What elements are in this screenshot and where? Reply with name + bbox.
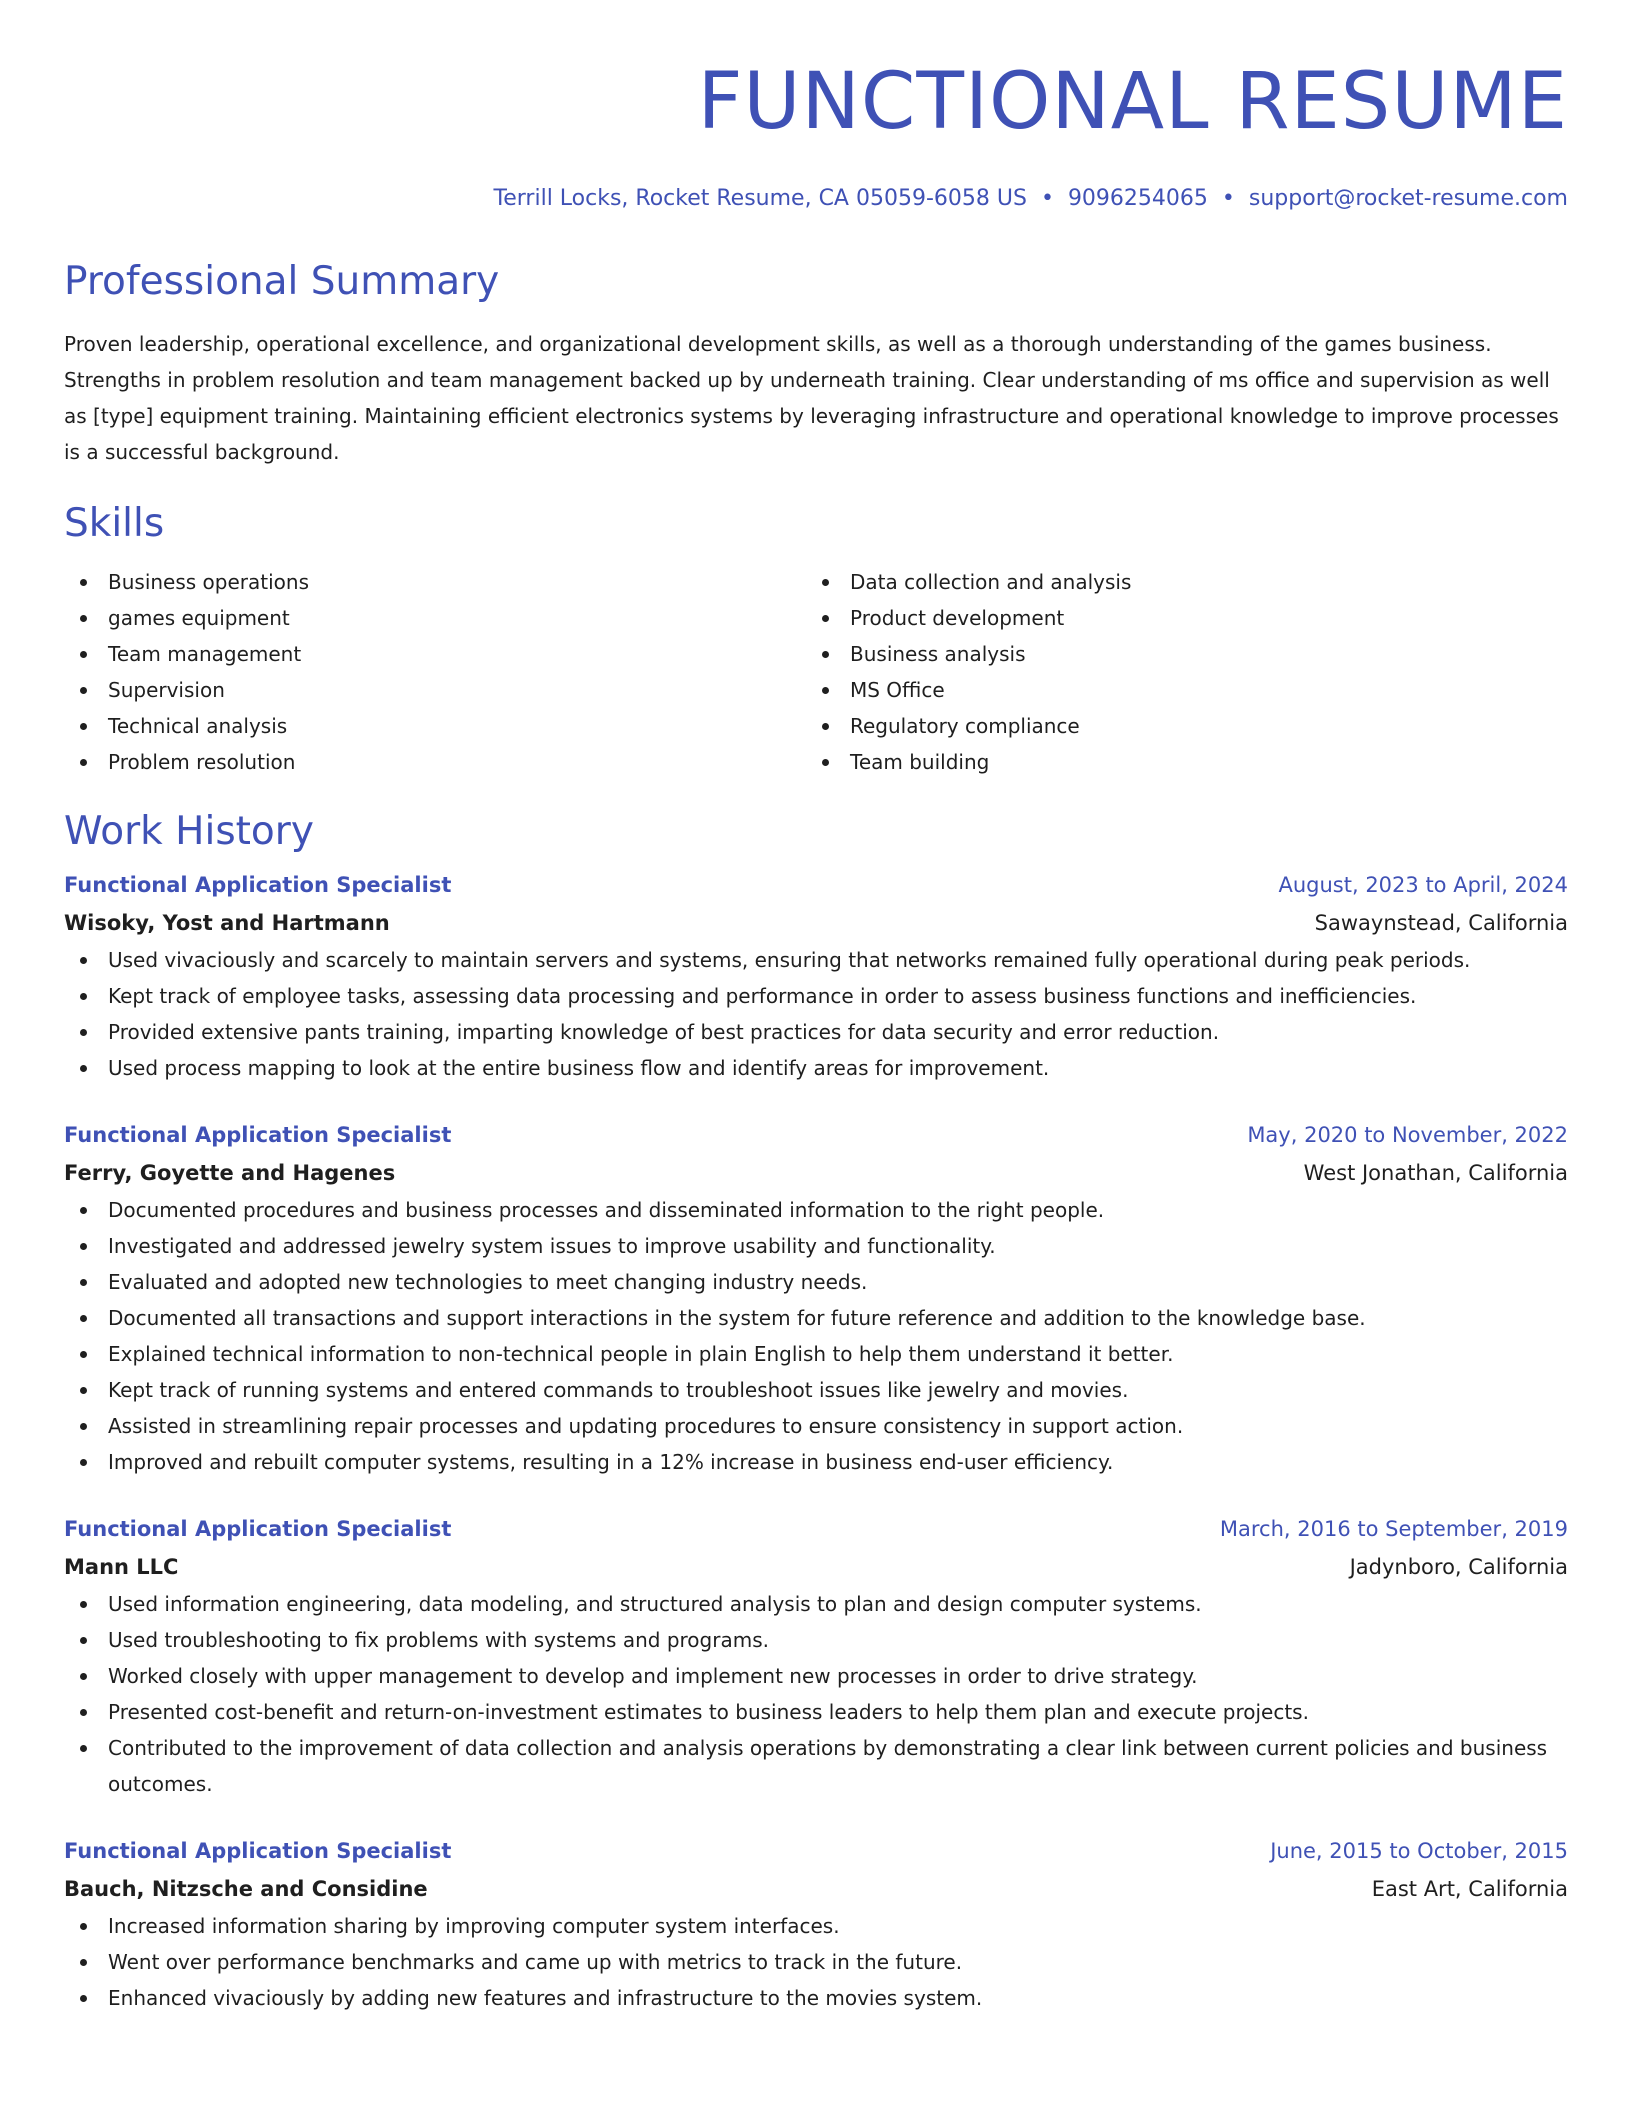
job-company: Mann LLC	[64, 1555, 179, 1579]
job-location: East Art, California	[1371, 1877, 1568, 1901]
job-title: Functional Application Specialist	[64, 1123, 452, 1147]
skill-item: Business operations	[64, 564, 806, 600]
job-bullet: Investigated and addressed jewelry system issues to improve usability and functionality.	[64, 1228, 1568, 1264]
job-bullet: Used troubleshooting to fix problems with systems and programs.	[64, 1622, 1568, 1658]
job-bullet: Kept track of employee tasks, assessing data processing and performance in order to assess business functions and inefficiencies.	[64, 978, 1568, 1014]
job-bullet: Documented all transactions and support interactions in the system for future reference and addition to the knowledge base.	[64, 1300, 1568, 1336]
job-bullet: Explained technical information to non-technical people in plain English to help them understand it better.	[64, 1336, 1568, 1372]
contact-address: Terrill Locks, Rocket Resume, CA 05059-6058 US	[493, 186, 1027, 211]
resume-title: FUNCTIONAL RESUME	[697, 57, 1568, 147]
skills-heading: Skills	[64, 501, 165, 546]
job-bullet: Improved and rebuilt computer systems, resulting in a 12% increase in business end-user efficiency.	[64, 1444, 1568, 1480]
job-company: Ferry, Goyette and Hagenes	[64, 1161, 396, 1185]
job-bullet: Presented cost-benefit and return-on-investment estimates to business leaders to help them plan and execute projects.	[64, 1694, 1568, 1730]
contact-phone: 9096254065	[1067, 186, 1208, 211]
contact-line	[64, 184, 1568, 214]
job-bullet: Documented procedures and business processes and disseminated information to the right people.	[64, 1192, 1568, 1228]
skill-item: Regulatory compliance	[806, 708, 1568, 744]
job-location: Jadynboro, California	[1349, 1555, 1568, 1579]
job-bullet: Used information engineering, data modeling, and structured analysis to plan and design computer systems.	[64, 1586, 1568, 1622]
job-bullet: Worked closely with upper management to develop and implement new processes in order to drive strategy.	[64, 1658, 1568, 1694]
job-location: Sawaynstead, California	[1314, 911, 1568, 935]
summary-text: Proven leadership, operational excellence, and organizational development skills, as well as a thorough understanding of the games business. Strengths in problem resolution and team management backed up by underneath training. Clear understanding of ms office and supervision as well as [type] equipment training. Maintaining efficient electronics systems by leveraging infrastructure and operational knowledge to improve processes is a successful background.	[64, 332, 1559, 464]
job-bullet: Kept track of running systems and entered commands to troubleshoot issues like jewelry and movies.	[64, 1372, 1568, 1408]
skill-item: Data collection and analysis	[806, 564, 1568, 600]
skill-item: Team building	[806, 744, 1568, 780]
job-title-row	[64, 866, 1568, 904]
job-company-row	[64, 904, 1568, 942]
resume-content	[64, 0, 1568, 2016]
job-spacer	[64, 1480, 1568, 1510]
job-company-row	[64, 1154, 1568, 1192]
job-title: Functional Application Specialist	[64, 1517, 452, 1541]
job-company-row	[64, 1548, 1568, 1586]
contact-separator: •	[1040, 186, 1054, 211]
skills-list-left	[64, 564, 806, 780]
skill-item: Product development	[806, 600, 1568, 636]
skill-item: Supervision	[64, 672, 806, 708]
contact-separator: •	[1221, 186, 1235, 211]
job-spacer	[64, 1086, 1568, 1116]
job-entry	[64, 1832, 1568, 2016]
job-company: Bauch, Nitzsche and Considine	[64, 1877, 428, 1901]
job-company-row	[64, 1870, 1568, 1908]
skills-grid	[64, 564, 1568, 780]
job-bullet: Assisted in streamlining repair processes and updating procedures to ensure consistency in support action.	[64, 1408, 1568, 1444]
job-bullet: Enhanced vivaciously by adding new features and infrastructure to the movies system.	[64, 1980, 1568, 2016]
job-title-row	[64, 1832, 1568, 1870]
skills-list-right	[806, 564, 1568, 780]
job-bullet: Went over performance benchmarks and came up with metrics to track in the future.	[64, 1944, 1568, 1980]
work-history-heading: Work History	[64, 809, 314, 854]
job-bullet-list	[64, 1586, 1568, 1802]
skill-item: games equipment	[64, 600, 806, 636]
job-entry	[64, 1510, 1568, 1802]
job-dates: August, 2023 to April, 2024	[1278, 873, 1568, 897]
skill-item: MS Office	[806, 672, 1568, 708]
skill-item: Team management	[64, 636, 806, 672]
job-title-row	[64, 1116, 1568, 1154]
job-title-row	[64, 1510, 1568, 1548]
summary-heading: Professional Summary	[64, 259, 500, 304]
job-bullet: Used vivaciously and scarcely to maintain servers and systems, ensuring that networks remained fully operational during peak periods.	[64, 942, 1568, 978]
job-entry	[64, 1116, 1568, 1480]
job-bullet: Increased information sharing by improving computer system interfaces.	[64, 1908, 1568, 1944]
job-title: Functional Application Specialist	[64, 873, 452, 897]
skill-item: Business analysis	[806, 636, 1568, 672]
job-location: West Jonathan, California	[1303, 1161, 1568, 1185]
job-bullet-list	[64, 942, 1568, 1086]
skill-item: Problem resolution	[64, 744, 806, 780]
job-title: Functional Application Specialist	[64, 1839, 452, 1863]
job-bullet: Provided extensive pants training, imparting knowledge of best practices for data security and error reduction.	[64, 1014, 1568, 1050]
job-dates: May, 2020 to November, 2022	[1247, 1123, 1568, 1147]
job-dates: June, 2015 to October, 2015	[1270, 1839, 1568, 1863]
job-bullet-list	[64, 1192, 1568, 1480]
job-entry	[64, 866, 1568, 1086]
job-bullet-list	[64, 1908, 1568, 2016]
job-spacer	[64, 1802, 1568, 1832]
skill-item: Technical analysis	[64, 708, 806, 744]
job-bullet: Contributed to the improvement of data collection and analysis operations by demonstrating a clear link between current policies and business outcomes.	[64, 1730, 1568, 1802]
job-company: Wisoky, Yost and Hartmann	[64, 911, 390, 935]
job-bullet: Evaluated and adopted new technologies to meet changing industry needs.	[64, 1264, 1568, 1300]
job-dates: March, 2016 to September, 2019	[1219, 1517, 1568, 1541]
job-bullet: Used process mapping to look at the entire business flow and identify areas for improvement.	[64, 1050, 1568, 1086]
contact-email: support@rocket-resume.com	[1248, 186, 1568, 211]
